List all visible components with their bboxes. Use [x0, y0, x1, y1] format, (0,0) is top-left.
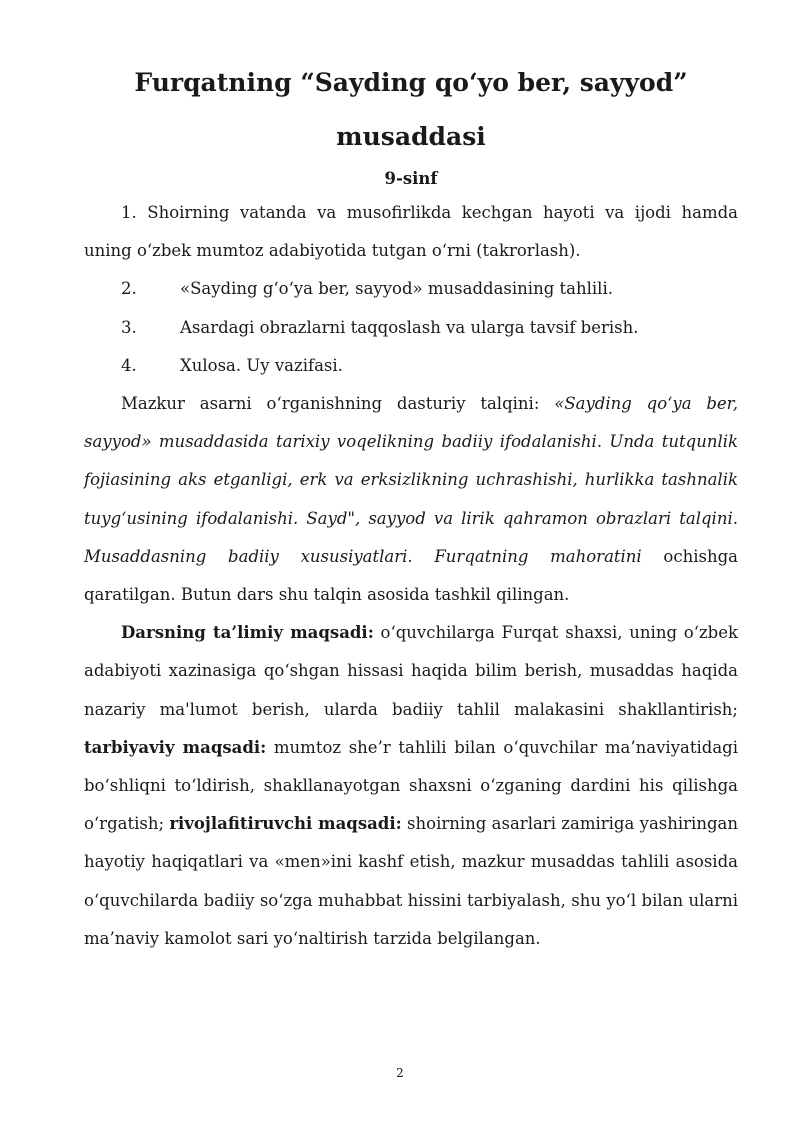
page-number: 2 — [396, 1066, 404, 1080]
program-interpretation-paragraph — [84, 385, 738, 614]
document-title: Furqatning “Sayding qo‘yo ber, sayyod” musaddasi — [134, 68, 688, 151]
lesson-goals-paragraph — [84, 614, 738, 958]
list-item-2 — [84, 270, 738, 308]
list-item-4 — [84, 347, 738, 385]
educational-goal-text: o‘quvchilarga Furqat shaxsi, uning o‘zbek adabiyoti xazinasiga qo‘shgan hissasi haqida bilim berish, musaddas haqida nazariy ma'lumot berish, ularda badiiy tahlil malakasini shakllantirish; — [84, 623, 738, 719]
list-item-text: Asardagi obrazlarni taqqoslash va ularga tavsif berish. — [180, 317, 639, 337]
developmental-goal-heading: rivojlafitiruvchi maqsadi: — [169, 814, 402, 834]
list-item-text: Xulosa. Uy vazifasi. — [180, 355, 343, 375]
list-item-number: 2. — [121, 279, 137, 299]
paragraph-lead: Mazkur asarni o‘rganishning dasturiy talqini: — [121, 394, 555, 414]
grade-label: 9-sinf — [384, 169, 438, 188]
list-item-text: «Sayding g‘o‘ya ber, sayyod» musaddasining tahlili. — [180, 279, 613, 299]
paragraph-italic-text: «Sayding qo‘ya ber, sayyod» musaddasida tarixiy voqelikning badiiy ifodalanishi. Unda tutqunlik fojiasining aks etganligi, erk va erksizlikning uchrashishi, hurlikka tashnalik tuyg‘usining ifodalanishi. Sayd", sayyod va lirik qahramon obrazlari talqini. Musaddasning badiiy xususiyatlari. Furqatning mahoratini — [84, 394, 739, 566]
list-item-number: 4. — [121, 355, 137, 375]
list-item-number: 3. — [121, 317, 137, 337]
upbringing-goal-heading: tarbiyaviy maqsadi: — [84, 737, 267, 757]
list-item-3 — [84, 309, 738, 347]
upbringing-goal-text: mumtoz she’r tahlili bilan o‘quvchilar ma’naviyatidagi bo‘shliqni to‘ldirish, shakllanayotgan shaxsni o‘zganing dardini his qilishga o‘rgatish; — [84, 737, 738, 834]
list-item-1: 1. Shoirning vatanda va musofirlikda kechgan hayoti va ijodi hamda uning o‘zbek mumtoz adabiyotida tutgan o‘rni (takrorlash). — [84, 203, 738, 261]
paragraph-tail: ochishga qaratilgan. Butun dars shu talqin asosida tashkil qilingan. — [84, 546, 738, 605]
document-page — [84, 56, 738, 958]
educational-goal-heading: Darsning ta’limiy maqsadi: — [121, 623, 374, 643]
developmental-goal-text: shoirning asarlari zamiriga yashiringan hayotiy haqiqatlari va «men»ini kashf etish, mazkur musaddas tahlili asosida o‘quvchilarda badiiy so‘zga muhabbat hissini tarbiyalash, shu yo‘l bilan ularni ma’naviy kamolot sari yo‘naltirish tarzida belgilangan. — [84, 814, 738, 948]
